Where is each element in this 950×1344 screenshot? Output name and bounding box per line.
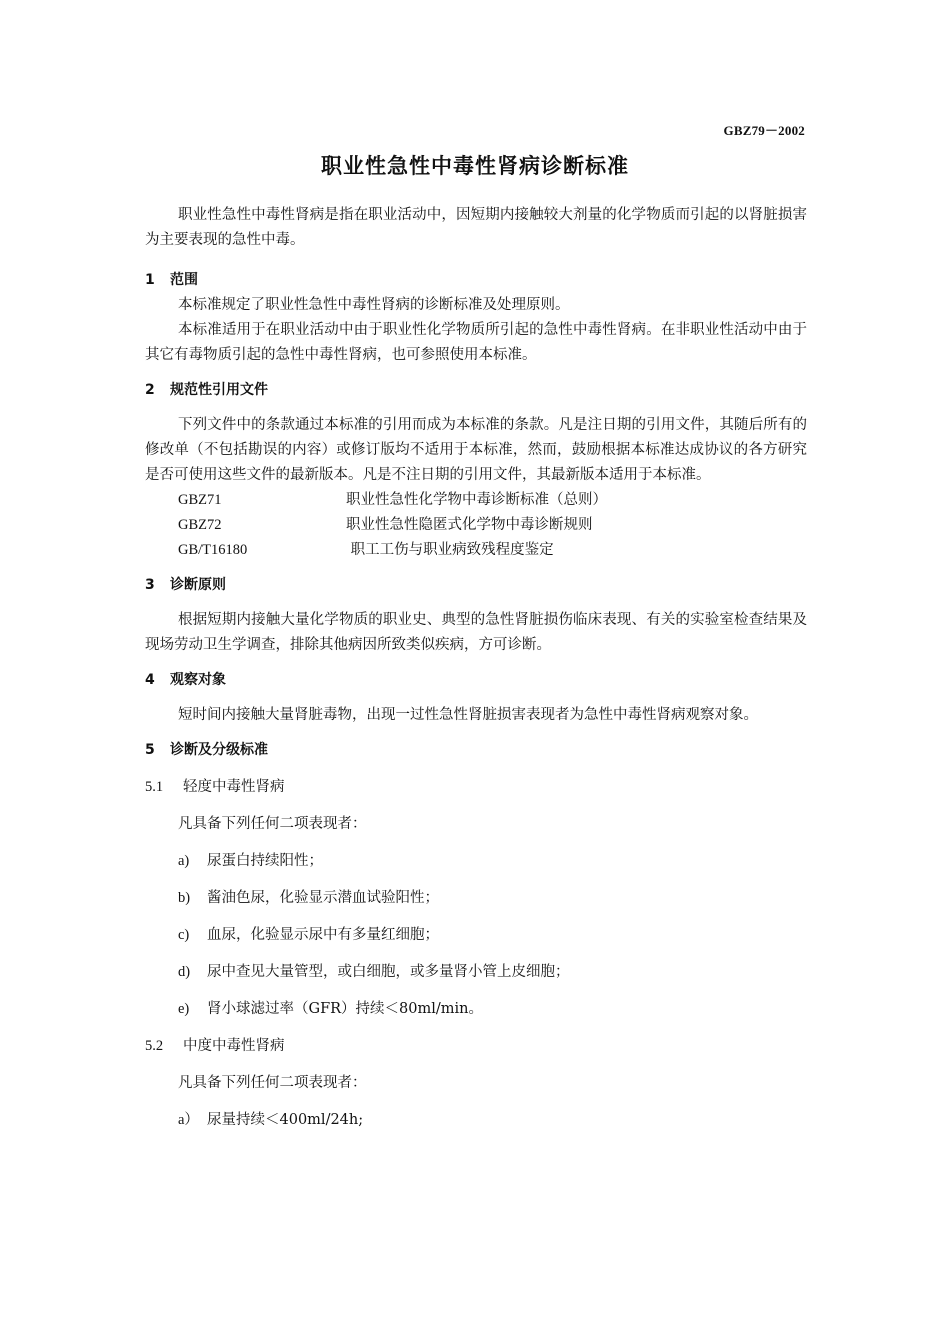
subsection-5-2-lead: 凡具备下列任何二项表现者：	[178, 1075, 367, 1091]
subsection-5-1-heading: 5.1 轻度中毒性肾病	[145, 779, 285, 795]
reference-title: 职工工伤与职业病致残程度鉴定	[346, 542, 554, 558]
list-item: c) 血尿，化验显示尿中有多量红细胞；	[178, 927, 439, 943]
reference-code: GBZ71	[178, 492, 222, 508]
section-4-heading: 4 观察对象	[145, 672, 226, 688]
subsection-5-1-lead: 凡具备下列任何二项表现者：	[178, 816, 367, 832]
list-item: d) 尿中查见大量管型，或白细胞，或多量肾小管上皮细胞；	[178, 964, 570, 980]
reference-row	[145, 488, 807, 513]
section-1-paragraph-1: 本标准规定了职业性急性中毒性肾病的诊断标准及处理原则。	[178, 297, 570, 313]
subsection-5-2-heading: 5.2 中度中毒性肾病	[145, 1038, 285, 1054]
section-2-heading: 2 规范性引用文件	[145, 382, 268, 398]
section-2-paragraph-1: 下列文件中的条款通过本标准的引用而成为本标准的条款。凡是注日期的引用文件，其随后所有的修改单（不包括勘误的内容）或修订版均不适用于本标准，然而，鼓励根据本标准达成协议的各方研究是否可使用这些文件的最新版本。凡是不注日期的引用文件，其最新版本适用于本标准。	[145, 417, 807, 483]
reference-title: 职业性急性隐匿式化学物中毒诊断规则	[346, 517, 593, 533]
list-item: b) 酱油色尿，化验显示潜血试验阳性；	[178, 890, 439, 906]
document-title: 职业性急性中毒性肾病诊断标准	[321, 154, 629, 178]
reference-code: GB/T16180	[178, 542, 248, 558]
reference-title: 职业性急性化学物中毒诊断标准（总则）	[346, 492, 607, 508]
section-5-heading: 5 诊断及分级标准	[145, 742, 268, 758]
intro-paragraph: 职业性急性中毒性肾病是指在职业活动中，因短期内接触较大剂量的化学物质而引起的以肾脏损害为主要表现的急性中毒。	[145, 207, 807, 248]
list-item: e) 肾小球滤过率（GFR）持续＜80ml/min。	[178, 1001, 484, 1017]
document-body	[145, 203, 807, 1133]
reference-row	[145, 513, 807, 538]
section-1-heading: 1 范围	[145, 272, 198, 288]
list-item: a) 尿蛋白持续阳性；	[178, 853, 323, 869]
list-item: a） 尿量持续＜400ml/24h;	[178, 1112, 364, 1128]
section-3-paragraph-1: 根据短期内接触大量化学物质的职业史、典型的急性肾脏损伤临床表现、有关的实验室检查结果及现场劳动卫生学调查，排除其他病因所致类似疾病，方可诊断。	[145, 612, 807, 653]
reference-code: GBZ72	[178, 517, 222, 533]
section-3-heading: 3 诊断原则	[145, 577, 226, 593]
standard-code: GBZ79－2002	[723, 123, 805, 138]
reference-row	[145, 538, 807, 563]
section-1-paragraph-2: 本标准适用于在职业活动中由于职业性化学物质所引起的急性中毒性肾病。在非职业性活动中由于其它有毒物质引起的急性中毒性肾病，也可参照使用本标准。	[145, 322, 807, 363]
section-4-paragraph-1: 短时间内接触大量肾脏毒物，出现一过性急性肾脏损害表现者为急性中毒性肾病观察对象。	[178, 707, 758, 723]
